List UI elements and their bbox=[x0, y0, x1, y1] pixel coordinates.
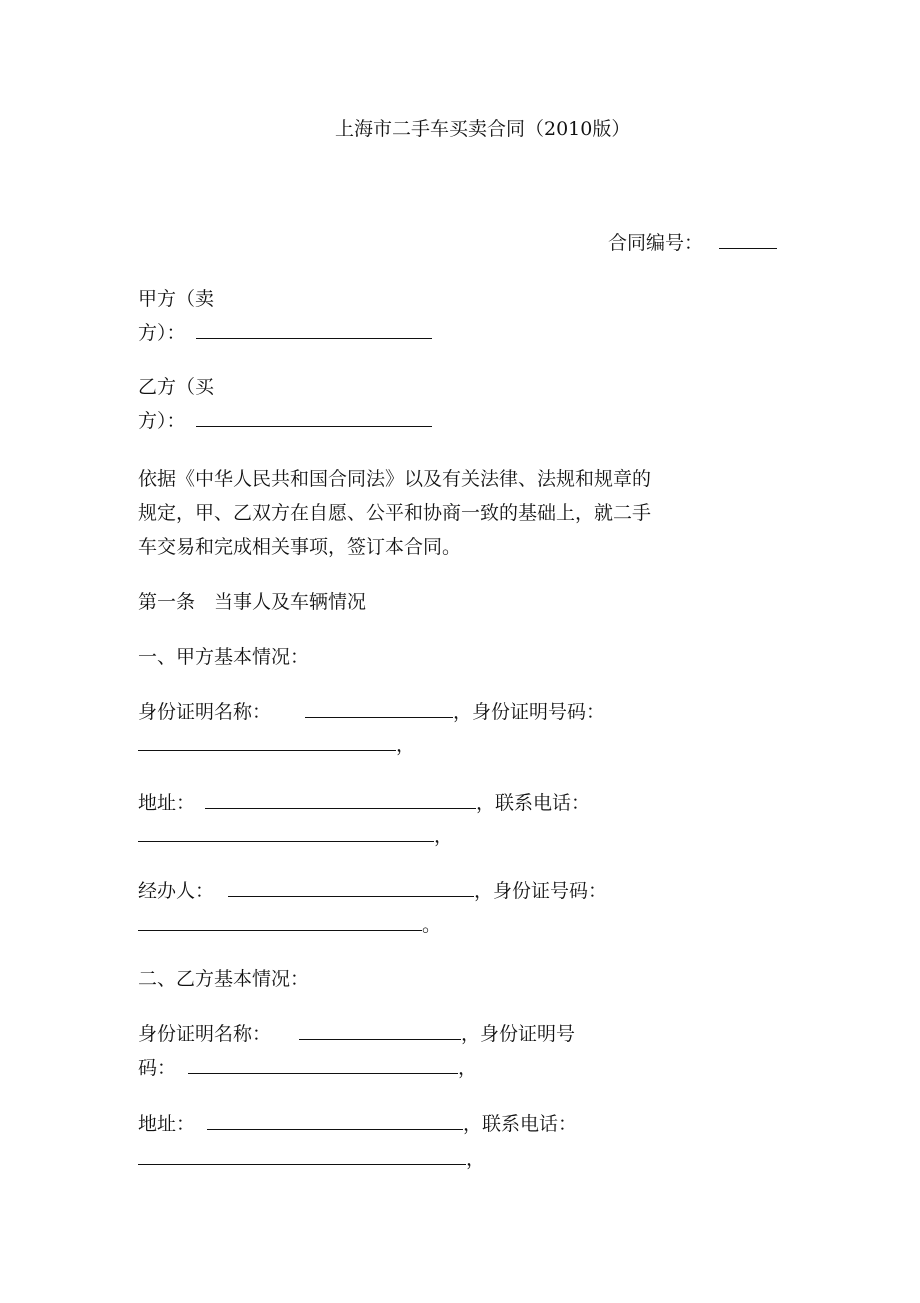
contract-number-label: 合同编号： bbox=[608, 232, 704, 254]
section-b-heading: 二、乙方基本情况： bbox=[138, 968, 310, 990]
section-a-address-blank[interactable] bbox=[205, 790, 476, 809]
section-a-agent-blank[interactable] bbox=[228, 878, 474, 897]
section-b-address-row bbox=[138, 1111, 577, 1136]
party-b-label-line1: 乙方（买 bbox=[138, 376, 215, 398]
party-a-label-line1: 甲方（卖 bbox=[138, 288, 215, 310]
party-b-label-line2: 方）： bbox=[138, 410, 186, 432]
section-a-id-name-label: 身份证明名称： bbox=[138, 701, 272, 723]
preamble-line-2: 规定，甲、乙双方在自愿、公平和协商一致的基础上，就二手 bbox=[138, 502, 652, 524]
section-b-id-no-row bbox=[138, 1055, 477, 1080]
section-b-phone-comma: ， bbox=[466, 1148, 486, 1170]
section-b-id-no-label: ，身份证明号 bbox=[461, 1023, 576, 1045]
section-a-id-no-row bbox=[138, 732, 415, 757]
section-b-address-label: 地址： bbox=[138, 1113, 196, 1135]
section-a-id-name-blank[interactable] bbox=[305, 699, 453, 718]
section-b-address-blank[interactable] bbox=[207, 1111, 463, 1130]
section-a-phone-blank[interactable] bbox=[138, 823, 434, 842]
section-a-phone-label: ，联系电话： bbox=[476, 792, 591, 814]
party-b-row bbox=[138, 408, 432, 433]
section-a-agent-id-period: 。 bbox=[422, 914, 442, 936]
section-a-agent-row bbox=[138, 878, 607, 903]
party-a-label-line2: 方）： bbox=[138, 322, 186, 344]
preamble-line-1: 依据《中华人民共和国合同法》以及有关法律、法规和规章的 bbox=[138, 468, 652, 490]
section-b-id-name-label: 身份证明名称： bbox=[138, 1023, 272, 1045]
section-b-id-row bbox=[138, 1021, 575, 1046]
section-a-agent-id-row bbox=[138, 912, 441, 937]
article-1-heading: 第一条 当事人及车辆情况 bbox=[138, 591, 367, 613]
contract-number-blank[interactable] bbox=[719, 230, 777, 249]
section-a-id-no-blank[interactable] bbox=[138, 732, 396, 751]
party-a-row bbox=[138, 320, 432, 345]
section-a-agent-id-label: ，身份证号码： bbox=[474, 880, 608, 902]
section-a-id-no-comma: ， bbox=[396, 734, 416, 756]
section-b-id-no-label-2: 码： bbox=[138, 1057, 177, 1079]
section-a-id-no-label: ，身份证明号码： bbox=[453, 701, 606, 723]
section-a-address-row bbox=[138, 790, 590, 815]
section-a-id-row bbox=[138, 699, 605, 724]
section-b-phone-row bbox=[138, 1146, 485, 1171]
section-a-address-label: 地址： bbox=[138, 792, 196, 814]
party-b-blank[interactable] bbox=[196, 408, 432, 427]
section-b-phone-blank[interactable] bbox=[138, 1146, 466, 1165]
section-a-agent-id-blank[interactable] bbox=[138, 912, 422, 931]
section-b-phone-label: ，联系电话： bbox=[463, 1113, 578, 1135]
document-title: 上海市二手车买卖合同（2010版） bbox=[335, 118, 631, 140]
contract-number-row bbox=[608, 230, 777, 255]
section-b-id-no-comma: ， bbox=[458, 1057, 478, 1079]
section-b-id-name-blank[interactable] bbox=[299, 1021, 461, 1040]
party-a-blank[interactable] bbox=[196, 320, 432, 339]
section-b-id-no-blank[interactable] bbox=[188, 1055, 458, 1074]
section-a-phone-comma: ， bbox=[434, 825, 454, 847]
section-a-heading: 一、甲方基本情况： bbox=[138, 646, 310, 668]
preamble-line-3: 车交易和完成相关事项，签订本合同。 bbox=[138, 536, 462, 558]
section-a-phone-row bbox=[138, 823, 453, 848]
section-a-agent-label: 经办人： bbox=[138, 880, 215, 902]
